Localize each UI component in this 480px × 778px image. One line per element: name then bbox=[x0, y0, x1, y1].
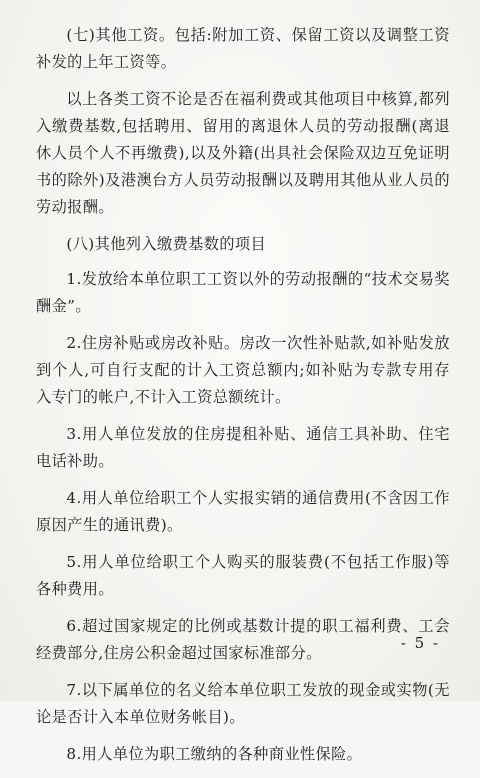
list-item: 6.超过国家规定的比例或基数计提的职工福利费、工会经费部分,住房公积金超过国家标准部分。 bbox=[36, 617, 450, 662]
list-item: 4.用人单位给职工个人实报实销的通信费用(不含因工作原因产生的通讯费)。 bbox=[36, 489, 450, 534]
paragraph-other-wages: (七)其他工资。包括:附加工资、保留工资以及调整工资补发的上年工资等。 bbox=[36, 26, 450, 71]
list-item: 3.用人单位发放的住房提租补贴、通信工具补助、住宅电话补助。 bbox=[36, 425, 450, 470]
page-number: - 5 - bbox=[400, 634, 440, 652]
document-body bbox=[36, 22, 450, 778]
list-item: 2.住房补贴或房改补贴。房改一次性补贴款,如补贴发放到个人,可自行支配的计入工资总额内;如补贴为专款专用存入专门的帐户,不计入工资总额统计。 bbox=[36, 334, 450, 406]
list-item: 8.用人单位为职工缴纳的各种商业性保险。 bbox=[66, 745, 363, 763]
list-item: 1.发放给本单位职工工资以外的劳动报酬的“技术交易奖酬金”。 bbox=[36, 270, 450, 315]
paragraph-contribution-base-summary: 以上各类工资不论是否在福利费或其他项目中核算,都列入缴费基数,包括聘用、留用的离退休人员的劳动报酬(离退休人员个人不再缴费),以及外籍(出具社会保险双边互免证明书的除外)及港澳台方人员劳动报酬以及聘用其他从业人员的劳动报酬。 bbox=[36, 90, 450, 216]
list-item: 5.用人单位给职工个人购买的服装费(不包括工作服)等各种费用。 bbox=[36, 553, 450, 598]
list-item: 7.以下属单位的名义给本单位职工发放的现金或实物(无论是否计入本单位财务帐目)。 bbox=[36, 681, 450, 726]
section-heading: (八)其他列入缴费基数的项目 bbox=[66, 235, 267, 253]
